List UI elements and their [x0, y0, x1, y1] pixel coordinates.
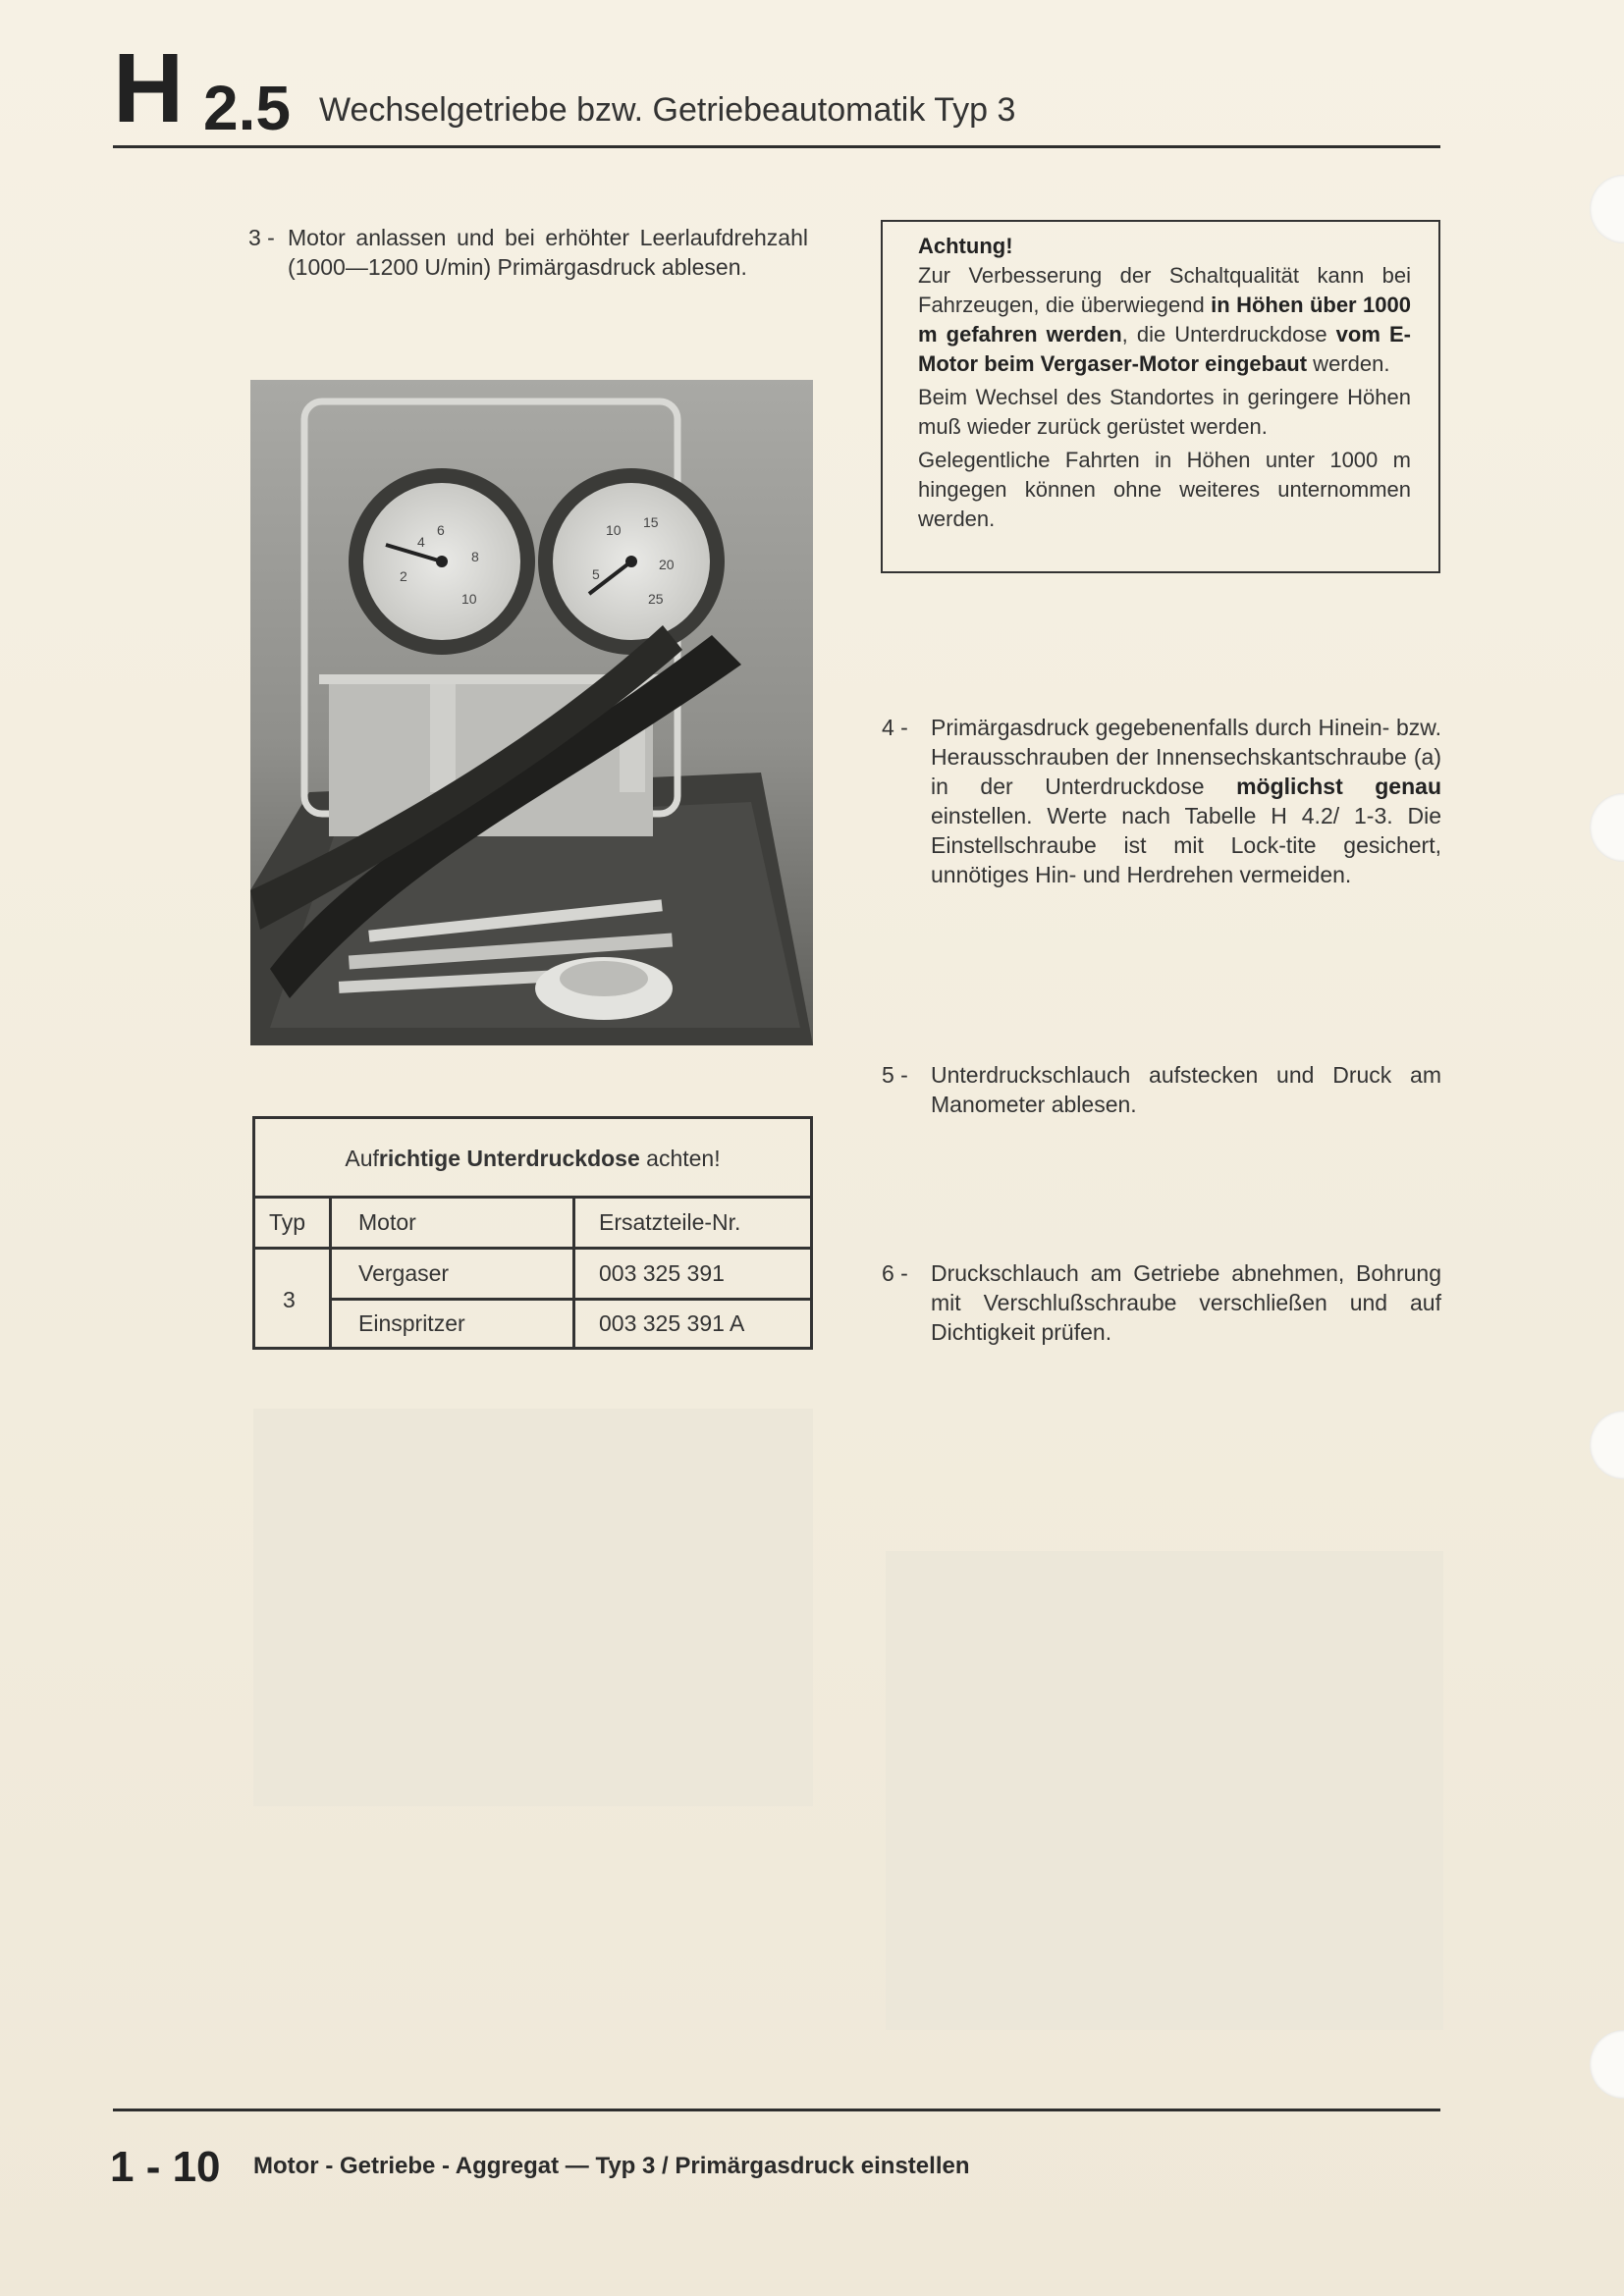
table-cell-part-no: 003 325 391 [599, 1260, 725, 1286]
step-6 [882, 1258, 1443, 1353]
step-text: Unterdruckschlauch aufstecken und Druck am Manometer ablesen. [931, 1062, 1441, 1117]
warning-paragraph-2: Beim Wechsel des Standortes in geringere Höhen muß wieder zurück gerüstet werden. [918, 385, 1411, 439]
gauge-left-tick: 8 [471, 549, 479, 564]
warning-paragraph-3: Gelegentliche Fahrten in Höhen unter 1000 m hingegen können ohne weiteres unternommen werden. [918, 448, 1411, 531]
warning-box [881, 220, 1440, 573]
table-header-motor: Motor [358, 1209, 416, 1235]
step-text: Motor anlassen und bei erhöhter Leerlaufdrehzahl (1000—1200 U/min) Primärgasdruck ablesen. [288, 225, 808, 280]
warning-emphasis: vom E-Motor beim Vergaser-Motor eingebaut [918, 322, 1411, 376]
table-header-typ: Typ [269, 1209, 306, 1235]
warning-text: werden. [1307, 351, 1390, 376]
gauge-right-tick: 25 [648, 591, 664, 607]
step-5 [882, 1060, 1443, 1123]
gauge-right-tick: 15 [643, 514, 659, 530]
table-title [255, 1119, 810, 1198]
warning-paragraph-1 [918, 261, 1411, 379]
gauge-left-tick: 6 [437, 522, 445, 538]
table-cell-part-no: 003 325 391 A [599, 1310, 745, 1336]
gauge-right-tick: 20 [659, 557, 675, 572]
chapter-letter: H [113, 33, 183, 143]
step-number: 3 - [248, 225, 275, 250]
header-rule [113, 145, 1440, 148]
step-text-part: einstellen. Werte nach Tabelle H 4.2/ 1-3. Die Einstellschraube ist mit Lock-tite gesichert, unnötiges Hin- und Herdrehen vermeiden. [931, 803, 1441, 887]
table-cell-motor: Einspritzer [358, 1310, 465, 1336]
warning-emphasis: in Höhen über 1000 m gefahren werden [918, 293, 1411, 347]
photo-pressure-gauges [250, 380, 813, 1045]
section-number: 2.5 [203, 73, 291, 143]
table-header-part-no: Ersatzteile-Nr. [599, 1209, 741, 1235]
step-text-part: Primärgasdruck gegebenenfalls durch Hinein- bzw. Herausschrauben der Innensechskantschraube (a) in der Unterdruckdose [931, 715, 1441, 799]
parts-table [252, 1116, 813, 1350]
gauge-left-tick: 2 [400, 568, 407, 584]
reverse-show-through [886, 1551, 1443, 2030]
gauge-right-tick: 5 [592, 566, 600, 582]
gauge-left-tick: 10 [461, 591, 477, 607]
footer-title: Motor - Getriebe - Aggregat — Typ 3 / Primärgasdruck einstellen [253, 2153, 970, 2179]
table-rule [329, 1196, 332, 1347]
step-4 [882, 713, 1443, 929]
warning-heading: Achtung! [918, 234, 1013, 258]
table-cell-motor: Vergaser [358, 1260, 450, 1286]
page-header [113, 33, 1448, 152]
warning-text: Zur Verbesserung der Schaltqualität kann bei Fahrzeugen, die überwiegend [918, 263, 1411, 317]
gauge-left-tick: 4 [417, 534, 425, 550]
table-title-emphasis: richtige Unterdruckdose [378, 1145, 640, 1171]
table-title-text: achten! [639, 1145, 721, 1171]
warning-text: , die Unterdruckdose [1121, 322, 1336, 347]
step-number: 5 - [882, 1062, 908, 1088]
table-rule [572, 1196, 575, 1347]
step-text-emphasis: möglichst genau [1236, 774, 1441, 799]
table-rule [255, 1247, 810, 1250]
page-number: 1 - 10 [110, 2143, 221, 2191]
photo-illustration [250, 380, 813, 1045]
footer-rule [113, 2109, 1440, 2111]
step-number: 6 - [882, 1260, 908, 1286]
table-title-text: Auf [345, 1145, 379, 1171]
step-number: 4 - [882, 715, 908, 740]
section-title: Wechselgetriebe bzw. Getriebeautomatik Typ 3 [319, 91, 1016, 129]
step-text [931, 713, 1441, 889]
table-cell-typ: 3 [283, 1286, 296, 1312]
gauge-right-tick: 10 [606, 522, 622, 538]
step-3 [248, 223, 810, 317]
reverse-show-through [253, 1409, 813, 1806]
step-text: Druckschlauch am Getriebe abnehmen, Bohrung mit Verschlußschraube verschließen und auf Dichtigkeit prüfen. [931, 1260, 1441, 1345]
